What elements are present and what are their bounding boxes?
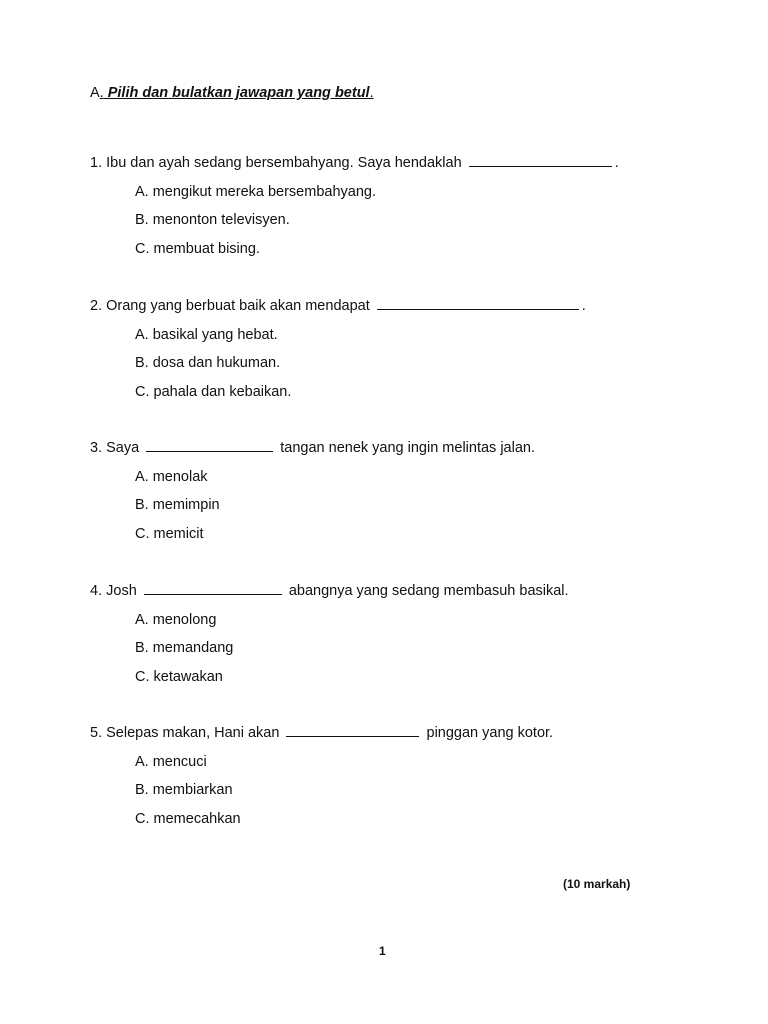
option-c[interactable]: C. memecahkan [135,810,241,827]
question-stem [90,153,710,173]
question-text-before: Saya [106,440,140,456]
question-2 [90,296,710,402]
question-number: 5. [90,725,103,741]
option-c[interactable]: C. memicit [135,525,204,542]
option-b[interactable]: B. dosa dan hukuman. [135,355,281,372]
section-heading [90,85,374,101]
question-text-before: Josh [106,583,137,599]
question-number: 2. [90,298,103,314]
option-b[interactable]: B. menonton televisyen. [135,212,290,229]
question-text-before: Orang yang berbuat baik akan mendapat [106,298,370,314]
section-instruction-end: . [369,85,374,101]
section-letter: A [90,85,100,101]
option-c[interactable]: C. pahala dan kebaikan. [135,383,292,400]
answer-blank [377,296,579,310]
option-a[interactable]: A. mencuci [135,753,207,770]
question-stem [90,296,710,316]
question-number: 3. [90,440,103,456]
answer-blank [286,723,419,737]
question-stem [90,581,710,601]
total-marks: (10 markah) [563,877,631,891]
option-b[interactable]: B. memandang [135,640,234,657]
question-text-after: abangnya yang sedang membasuh basikal. [288,583,569,599]
question-text-before: Ibu dan ayah sedang bersembahyang. Saya hendaklah [106,155,462,171]
answer-blank [146,438,273,452]
question-1 [90,153,710,259]
question-number: 4. [90,583,103,599]
question-3 [90,438,710,544]
option-a[interactable]: A. menolak [135,468,208,485]
option-a[interactable]: A. menolong [135,611,217,628]
option-b[interactable]: B. memimpin [135,497,220,514]
answer-blank [144,581,282,595]
answer-blank [469,153,612,167]
question-number: 1. [90,155,103,171]
question-4 [90,581,710,687]
section-instruction: Pilih dan bulatkan jawapan yang betul [103,85,370,101]
page-number: 1 [379,944,386,958]
question-text-after: tangan nenek yang ingin melintas jalan. [280,440,535,456]
question-text-before: Selepas makan, Hani akan [106,725,280,741]
option-c[interactable]: C. ketawakan [135,668,223,685]
question-text-after: . [614,155,619,171]
option-c[interactable]: C. membuat bising. [135,240,260,257]
question-text-after: pinggan yang kotor. [426,725,554,741]
question-text-after: . [581,298,586,314]
option-b[interactable]: B. membiarkan [135,782,233,799]
question-stem [90,723,710,743]
option-a[interactable]: A. basikal yang hebat. [135,326,278,343]
section-instruction-prefix: . [99,85,104,101]
question-stem [90,438,710,458]
question-5 [90,723,710,829]
option-a[interactable]: A. mengikut mereka bersembahyang. [135,183,376,200]
